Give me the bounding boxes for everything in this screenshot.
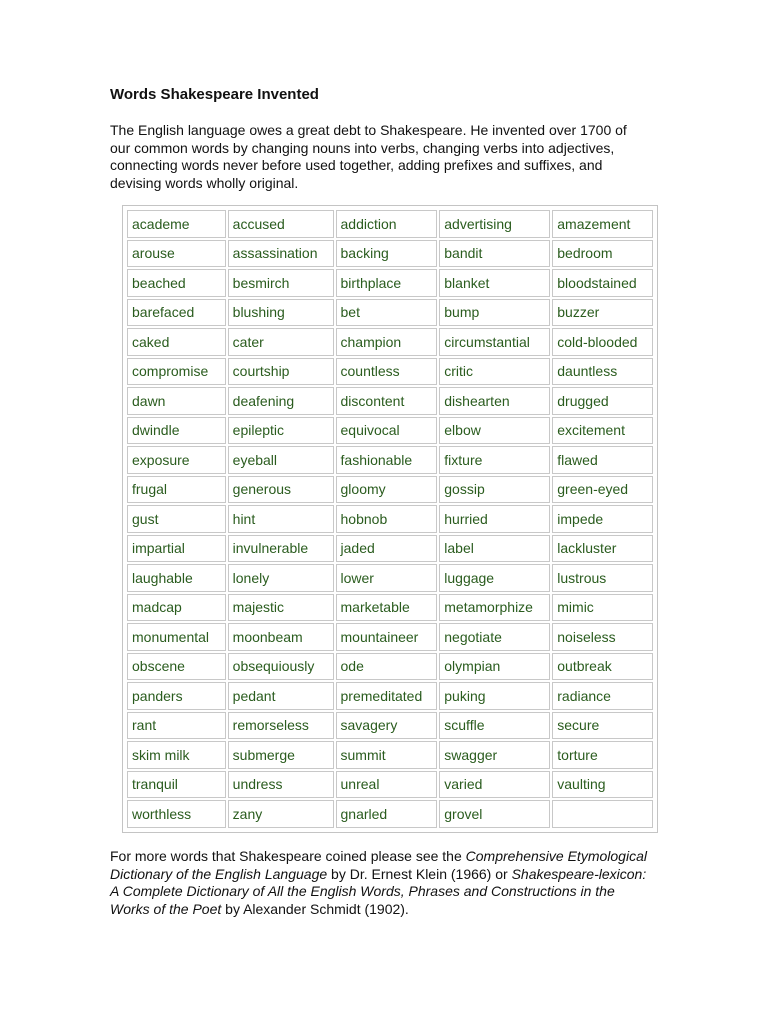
word-cell: gloomy (336, 476, 438, 504)
word-cell: equivocal (336, 417, 438, 445)
word-cell: assassination (228, 240, 334, 268)
word-cell: cold-blooded (552, 328, 653, 356)
word-cell: blanket (439, 269, 550, 297)
table-row (127, 653, 653, 681)
word-cell: torture (552, 741, 653, 769)
word-cell: skim milk (127, 741, 226, 769)
word-cell: pedant (228, 682, 334, 710)
word-cell: puking (439, 682, 550, 710)
word-cell: addiction (336, 210, 438, 238)
word-cell: varied (439, 771, 550, 799)
word-cell: beached (127, 269, 226, 297)
word-cell: fixture (439, 446, 550, 474)
word-cell: flawed (552, 446, 653, 474)
word-cell: cater (228, 328, 334, 356)
word-cell: radiance (552, 682, 653, 710)
table-row (127, 417, 653, 445)
word-cell: scuffle (439, 712, 550, 740)
word-cell: champion (336, 328, 438, 356)
table-row (127, 800, 653, 828)
word-cell: bloodstained (552, 269, 653, 297)
word-cell: madcap (127, 594, 226, 622)
word-cell: lower (336, 564, 438, 592)
word-cell: marketable (336, 594, 438, 622)
table-row (127, 505, 653, 533)
word-cell: discontent (336, 387, 438, 415)
word-cell: epileptic (228, 417, 334, 445)
table-row (127, 299, 653, 327)
word-cell: obsequiously (228, 653, 334, 681)
word-cell: lonely (228, 564, 334, 592)
word-cell: buzzer (552, 299, 653, 327)
word-cell (552, 800, 653, 828)
table-row (127, 564, 653, 592)
word-cell: grovel (439, 800, 550, 828)
word-cell: moonbeam (228, 623, 334, 651)
word-cell: advertising (439, 210, 550, 238)
word-cell: majestic (228, 594, 334, 622)
word-cell: lustrous (552, 564, 653, 592)
word-cell: obscene (127, 653, 226, 681)
table-row (127, 446, 653, 474)
word-cell: elbow (439, 417, 550, 445)
word-cell: accused (228, 210, 334, 238)
word-cell: dawn (127, 387, 226, 415)
word-cell: dishearten (439, 387, 550, 415)
word-cell: remorseless (228, 712, 334, 740)
word-cell: frugal (127, 476, 226, 504)
word-cell: courtship (228, 358, 334, 386)
words-table-body (127, 210, 653, 828)
word-cell: bandit (439, 240, 550, 268)
word-cell: invulnerable (228, 535, 334, 563)
table-row (127, 535, 653, 563)
table-row (127, 594, 653, 622)
table-row (127, 210, 653, 238)
word-cell: noiseless (552, 623, 653, 651)
outro-text-1: For more words that Shakespeare coined please see the (110, 848, 466, 864)
word-cell: hint (228, 505, 334, 533)
intro-paragraph: The English language owes a great debt to Shakespeare. He invented over 1700 of our common words by changing nouns into verbs, changing verbs into adjectives, connecting words never before used together, adding prefixes and suffixes, and devising words wholly original. (110, 122, 627, 191)
word-cell: backing (336, 240, 438, 268)
word-cell: bump (439, 299, 550, 327)
table-row (127, 623, 653, 651)
word-cell: lackluster (552, 535, 653, 563)
word-cell: gossip (439, 476, 550, 504)
table-row (127, 269, 653, 297)
outro-text-2: by Dr. Ernest Klein (1966) or (327, 865, 512, 882)
word-cell: impartial (127, 535, 226, 563)
outro-paragraph (110, 848, 655, 918)
word-cell: summit (336, 741, 438, 769)
word-cell: hobnob (336, 505, 438, 533)
word-cell: barefaced (127, 299, 226, 327)
word-cell: label (439, 535, 550, 563)
word-cell: fashionable (336, 446, 438, 474)
word-cell: hurried (439, 505, 550, 533)
word-cell: circumstantial (439, 328, 550, 356)
table-row (127, 358, 653, 386)
words-table-frame (122, 205, 658, 833)
word-cell: luggage (439, 564, 550, 592)
word-cell: arouse (127, 240, 226, 268)
word-cell: unreal (336, 771, 438, 799)
word-cell: exposure (127, 446, 226, 474)
word-cell: besmirch (228, 269, 334, 297)
word-cell: rant (127, 712, 226, 740)
word-cell: ode (336, 653, 438, 681)
word-cell: academe (127, 210, 226, 238)
word-cell: eyeball (228, 446, 334, 474)
table-row (127, 682, 653, 710)
word-cell: olympian (439, 653, 550, 681)
outro-text-3: by Alexander Schmidt (1902). (221, 900, 409, 917)
word-cell: bedroom (552, 240, 653, 268)
word-cell: monumental (127, 623, 226, 651)
word-cell: swagger (439, 741, 550, 769)
word-cell: mimic (552, 594, 653, 622)
word-cell: submerge (228, 741, 334, 769)
word-cell: caked (127, 328, 226, 356)
table-row (127, 476, 653, 504)
word-cell: drugged (552, 387, 653, 415)
word-cell: amazement (552, 210, 653, 238)
page-title: Words Shakespeare Invented (110, 86, 319, 103)
word-cell: birthplace (336, 269, 438, 297)
word-cell: gust (127, 505, 226, 533)
word-cell: gnarled (336, 800, 438, 828)
word-cell: deafening (228, 387, 334, 415)
word-cell: undress (228, 771, 334, 799)
table-row (127, 712, 653, 740)
words-table (125, 208, 655, 830)
word-cell: countless (336, 358, 438, 386)
table-row (127, 741, 653, 769)
word-cell: compromise (127, 358, 226, 386)
table-row (127, 771, 653, 799)
table-row (127, 240, 653, 268)
word-cell: panders (127, 682, 226, 710)
word-cell: excitement (552, 417, 653, 445)
word-cell: generous (228, 476, 334, 504)
word-cell: mountaineer (336, 623, 438, 651)
book-title-schmidt: Shakespeare-lexicon: A Complete Dictionary of All the English Words, Phrases and Constructions in the Works of the Poet (110, 865, 647, 917)
word-cell: metamorphize (439, 594, 550, 622)
table-row (127, 328, 653, 356)
word-cell: jaded (336, 535, 438, 563)
word-cell: secure (552, 712, 653, 740)
word-cell: zany (228, 800, 334, 828)
word-cell: impede (552, 505, 653, 533)
word-cell: bet (336, 299, 438, 327)
word-cell: outbreak (552, 653, 653, 681)
word-cell: tranquil (127, 771, 226, 799)
word-cell: vaulting (552, 771, 653, 799)
word-cell: premeditated (336, 682, 438, 710)
word-cell: negotiate (439, 623, 550, 651)
word-cell: critic (439, 358, 550, 386)
word-cell: green-eyed (552, 476, 653, 504)
word-cell: blushing (228, 299, 334, 327)
word-cell: savagery (336, 712, 438, 740)
word-cell: dauntless (552, 358, 653, 386)
book-title-klein: Comprehensive Etymological Dictionary of the English Language (110, 848, 647, 882)
word-cell: laughable (127, 564, 226, 592)
word-cell: worthless (127, 800, 226, 828)
word-cell: dwindle (127, 417, 226, 445)
table-row (127, 387, 653, 415)
